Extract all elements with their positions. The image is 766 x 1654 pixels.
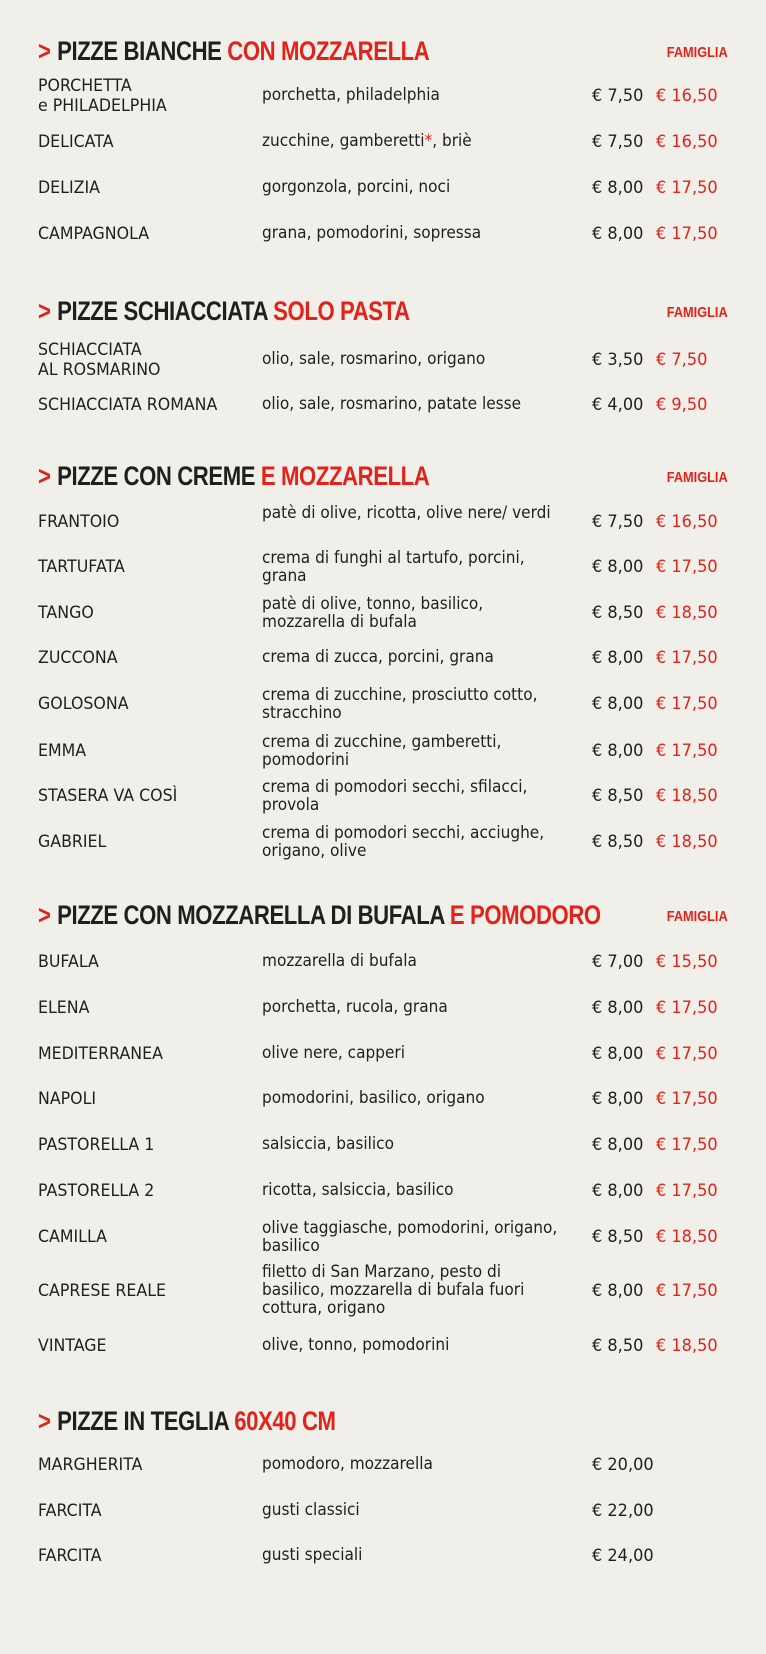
asterisk-mark: * bbox=[424, 131, 433, 150]
section-header bbox=[38, 36, 728, 76]
item-price-famiglia: € 18,50 bbox=[656, 832, 718, 852]
section-title-accent: 60X40 CM bbox=[234, 1406, 336, 1436]
item-description: gorgonzola, porcini, noci bbox=[262, 177, 451, 196]
chevron-right-icon: > bbox=[38, 900, 51, 930]
section-title: > PIZZE BIANCHE CON MOZZARELLA bbox=[38, 36, 430, 66]
item-price-famiglia: € 17,50 bbox=[656, 694, 718, 714]
item-price: € 8,00 bbox=[592, 557, 644, 577]
item-price: € 8,00 bbox=[592, 1281, 644, 1301]
item-description: crema di zucchine, gamberetti, pomodorini bbox=[262, 732, 502, 769]
item-price: € 7,00 bbox=[592, 952, 644, 972]
item-price: € 8,00 bbox=[592, 998, 644, 1018]
item-name: SCHIACCIATA AL ROSMARINO bbox=[38, 340, 161, 380]
item-name: ELENA bbox=[38, 998, 90, 1018]
item-name: SCHIACCIATA ROMANA bbox=[38, 395, 218, 415]
section-title: > PIZZE IN TEGLIA 60X40 CM bbox=[38, 1406, 336, 1436]
item-name: VINTAGE bbox=[38, 1336, 107, 1356]
section-title: > PIZZE CON CREME E MOZZARELLA bbox=[38, 461, 430, 491]
item-name: GABRIEL bbox=[38, 832, 107, 852]
item-name: PASTORELLA 1 bbox=[38, 1135, 155, 1155]
item-price: € 20,00 bbox=[592, 1455, 654, 1475]
item-price: € 8,00 bbox=[592, 1044, 644, 1064]
item-price: € 22,00 bbox=[592, 1501, 654, 1521]
item-price: € 8,00 bbox=[592, 224, 644, 244]
item-price-famiglia: € 16,50 bbox=[656, 132, 718, 152]
item-description: zucchine, gamberetti*, briè bbox=[262, 131, 472, 150]
item-price: € 8,00 bbox=[592, 694, 644, 714]
item-description: olio, sale, rosmarino, patate lesse bbox=[262, 394, 522, 413]
item-price: € 8,50 bbox=[592, 1336, 644, 1356]
item-price-famiglia: € 16,50 bbox=[656, 86, 718, 106]
item-description: crema di pomodori secchi, sfilacci, provola bbox=[262, 777, 528, 814]
item-name: FARCITA bbox=[38, 1501, 102, 1521]
section-title-accent: E POMODORO bbox=[449, 900, 601, 930]
item-price-famiglia: € 7,50 bbox=[656, 350, 708, 370]
section-title-accent: CON MOZZARELLA bbox=[227, 36, 430, 66]
item-price: € 8,00 bbox=[592, 648, 644, 668]
item-name: MARGHERITA bbox=[38, 1455, 143, 1475]
item-price-famiglia: € 17,50 bbox=[656, 1181, 718, 1201]
item-description: crema di pomodori secchi, acciughe, origano, olive bbox=[262, 823, 545, 860]
item-price: € 24,00 bbox=[592, 1546, 654, 1566]
item-price: € 8,50 bbox=[592, 786, 644, 806]
item-price-famiglia: € 16,50 bbox=[656, 512, 718, 532]
item-price-famiglia: € 18,50 bbox=[656, 1336, 718, 1356]
item-description: olive, tonno, pomodorini bbox=[262, 1335, 450, 1354]
item-name: PORCHETTA e PHILADELPHIA bbox=[38, 76, 167, 116]
item-description: grana, pomodorini, sopressa bbox=[262, 223, 482, 242]
item-description: gusti classici bbox=[262, 1500, 360, 1519]
section-title: > PIZZE CON MOZZARELLA DI BUFALA E POMODORO bbox=[38, 900, 601, 930]
famiglia-label: FAMIGLIA bbox=[667, 469, 728, 486]
item-name: PASTORELLA 2 bbox=[38, 1181, 155, 1201]
item-price: € 7,50 bbox=[592, 512, 644, 532]
item-price-famiglia: € 17,50 bbox=[656, 557, 718, 577]
section-header bbox=[38, 296, 728, 336]
item-description: porchetta, rucola, grana bbox=[262, 997, 448, 1016]
item-price: € 8,50 bbox=[592, 603, 644, 623]
item-price-famiglia: € 17,50 bbox=[656, 741, 718, 761]
section-header bbox=[38, 1406, 728, 1446]
item-price-famiglia: € 18,50 bbox=[656, 1227, 718, 1247]
chevron-right-icon: > bbox=[38, 36, 51, 66]
item-price-famiglia: € 17,50 bbox=[656, 1135, 718, 1155]
chevron-right-icon: > bbox=[38, 296, 51, 326]
item-price: € 8,00 bbox=[592, 741, 644, 761]
item-price: € 3,50 bbox=[592, 350, 644, 370]
item-price: € 7,50 bbox=[592, 86, 644, 106]
item-price-famiglia: € 17,50 bbox=[656, 178, 718, 198]
item-name: TANGO bbox=[38, 603, 94, 623]
item-description: olive taggiasche, pomodorini, origano, basilico bbox=[262, 1218, 558, 1255]
famiglia-label: FAMIGLIA bbox=[667, 304, 728, 321]
item-description: crema di zucca, porcini, grana bbox=[262, 647, 494, 666]
item-price-famiglia: € 18,50 bbox=[656, 786, 718, 806]
section-title-accent: SOLO PASTA bbox=[273, 296, 410, 326]
item-price: € 8,50 bbox=[592, 1227, 644, 1247]
item-name: GOLOSONA bbox=[38, 694, 129, 714]
item-price-famiglia: € 9,50 bbox=[656, 395, 708, 415]
item-price-famiglia: € 17,50 bbox=[656, 998, 718, 1018]
item-description: filetto di San Marzano, pesto di basilico, mozzarella di bufala fuori cottura, origano bbox=[262, 1262, 525, 1317]
item-price-famiglia: € 18,50 bbox=[656, 603, 718, 623]
famiglia-label: FAMIGLIA bbox=[667, 908, 728, 925]
item-name: DELICATA bbox=[38, 132, 114, 152]
item-description: crema di funghi al tartufo, porcini, grana bbox=[262, 548, 525, 585]
section-header bbox=[38, 900, 728, 940]
item-description: mozzarella di bufala bbox=[262, 951, 417, 970]
chevron-right-icon: > bbox=[38, 461, 51, 491]
item-name: MEDITERRANEA bbox=[38, 1044, 163, 1064]
item-price-famiglia: € 15,50 bbox=[656, 952, 718, 972]
item-name: NAPOLI bbox=[38, 1089, 97, 1109]
item-name: FRANTOIO bbox=[38, 512, 120, 532]
item-price-famiglia: € 17,50 bbox=[656, 1089, 718, 1109]
section-title: > PIZZE SCHIACCIATA SOLO PASTA bbox=[38, 296, 410, 326]
famiglia-label: FAMIGLIA bbox=[667, 44, 728, 61]
item-price: € 8,00 bbox=[592, 178, 644, 198]
item-price: € 8,00 bbox=[592, 1135, 644, 1155]
item-name: FARCITA bbox=[38, 1546, 102, 1566]
item-name: DELIZIA bbox=[38, 178, 100, 198]
section-title-accent: E MOZZARELLA bbox=[260, 461, 430, 491]
item-name: CAPRESE REALE bbox=[38, 1281, 167, 1301]
item-name: EMMA bbox=[38, 741, 87, 761]
item-price-famiglia: € 17,50 bbox=[656, 1281, 718, 1301]
item-name: CAMPAGNOLA bbox=[38, 224, 150, 244]
item-price-famiglia: € 17,50 bbox=[656, 224, 718, 244]
item-name: TARTUFATA bbox=[38, 557, 125, 577]
item-description: patè di olive, ricotta, olive nere/ verdi bbox=[262, 503, 551, 522]
item-price: € 8,00 bbox=[592, 1181, 644, 1201]
item-description: pomodoro, mozzarella bbox=[262, 1454, 433, 1473]
item-price: € 8,50 bbox=[592, 832, 644, 852]
item-description: olio, sale, rosmarino, origano bbox=[262, 349, 486, 368]
chevron-right-icon: > bbox=[38, 1406, 51, 1436]
item-description: patè di olive, tonno, basilico, mozzarella di bufala bbox=[262, 594, 484, 631]
item-description: crema di zucchine, prosciutto cotto, stracchino bbox=[262, 685, 538, 722]
item-description: porchetta, philadelphia bbox=[262, 85, 440, 104]
item-price-famiglia: € 17,50 bbox=[656, 648, 718, 668]
item-price-famiglia: € 17,50 bbox=[656, 1044, 718, 1064]
item-name: CAMILLA bbox=[38, 1227, 107, 1247]
item-price: € 4,00 bbox=[592, 395, 644, 415]
item-name: ZUCCONA bbox=[38, 648, 118, 668]
item-description: ricotta, salsiccia, basilico bbox=[262, 1180, 454, 1199]
item-price: € 7,50 bbox=[592, 132, 644, 152]
section-header bbox=[38, 461, 728, 501]
item-description: salsiccia, basilico bbox=[262, 1134, 394, 1153]
item-name: STASERA VA COSÌ bbox=[38, 786, 178, 806]
item-price: € 8,00 bbox=[592, 1089, 644, 1109]
item-name: BUFALA bbox=[38, 952, 99, 972]
item-description: olive nere, capperi bbox=[262, 1043, 405, 1062]
item-description: gusti speciali bbox=[262, 1545, 363, 1564]
item-description: pomodorini, basilico, origano bbox=[262, 1088, 485, 1107]
